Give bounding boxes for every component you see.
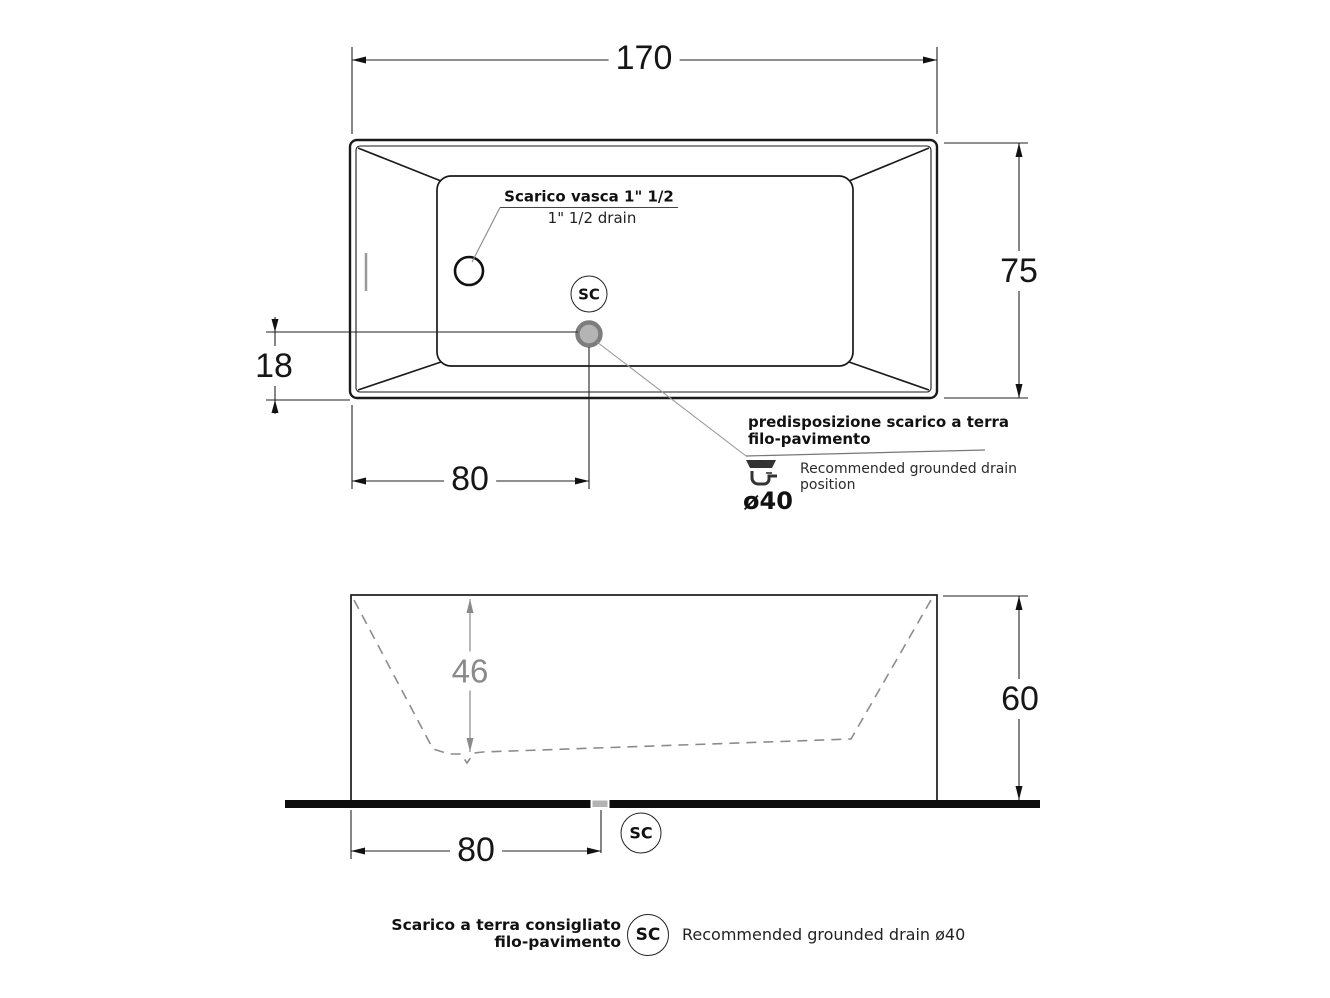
tub-drain-label-en: 1" 1/2 drain [547, 209, 637, 227]
tub-drain-label-it: Scarico vasca 1" 1/2 [504, 187, 674, 206]
section-view [285, 595, 1040, 859]
legend-en-text: Recommended grounded drain ø40 [682, 925, 966, 944]
legend-it-line2: filo-pavimento [494, 933, 621, 951]
sc-badge-plan [571, 276, 608, 313]
sc-badge-section-label: SC [629, 823, 653, 843]
sc-badge-plan-label: SC [578, 285, 600, 303]
sc-badge-section [621, 813, 662, 854]
dim-drain-offset-x-value: 80 [444, 462, 496, 496]
dim-height-value: 60 [1001, 680, 1039, 718]
tub-drain-circle [455, 257, 483, 285]
floor-line [285, 800, 1040, 808]
floor-drain-mark [593, 801, 608, 808]
dim-depth-value: 75 [1000, 252, 1038, 290]
floor-drain-note-en-2: position [800, 477, 856, 493]
legend-it-line1: Scarico a terra consigliato [391, 916, 621, 934]
note-underline [746, 450, 985, 456]
floor-drain-note-en-1: Recommended grounded drain [800, 461, 1018, 477]
dim-section-drain-offset-value: 80 [450, 833, 502, 867]
dim-basin-depth-value: 46 [451, 652, 489, 690]
dim-width-value: 170 [609, 41, 680, 75]
sc-badge-legend-label: SC [635, 925, 661, 945]
sc-badge-legend [627, 914, 669, 956]
siphon-drain-icon [746, 460, 777, 484]
floor-drain-note-it-2: filo-pavimento [748, 430, 871, 448]
floor-drain-diameter: ø40 [743, 487, 793, 515]
floor-drain-note-it-1: predisposizione scarico a terra [748, 413, 1009, 431]
dim-drain-offset-y-value: 18 [255, 347, 293, 385]
section-outline [351, 595, 937, 804]
